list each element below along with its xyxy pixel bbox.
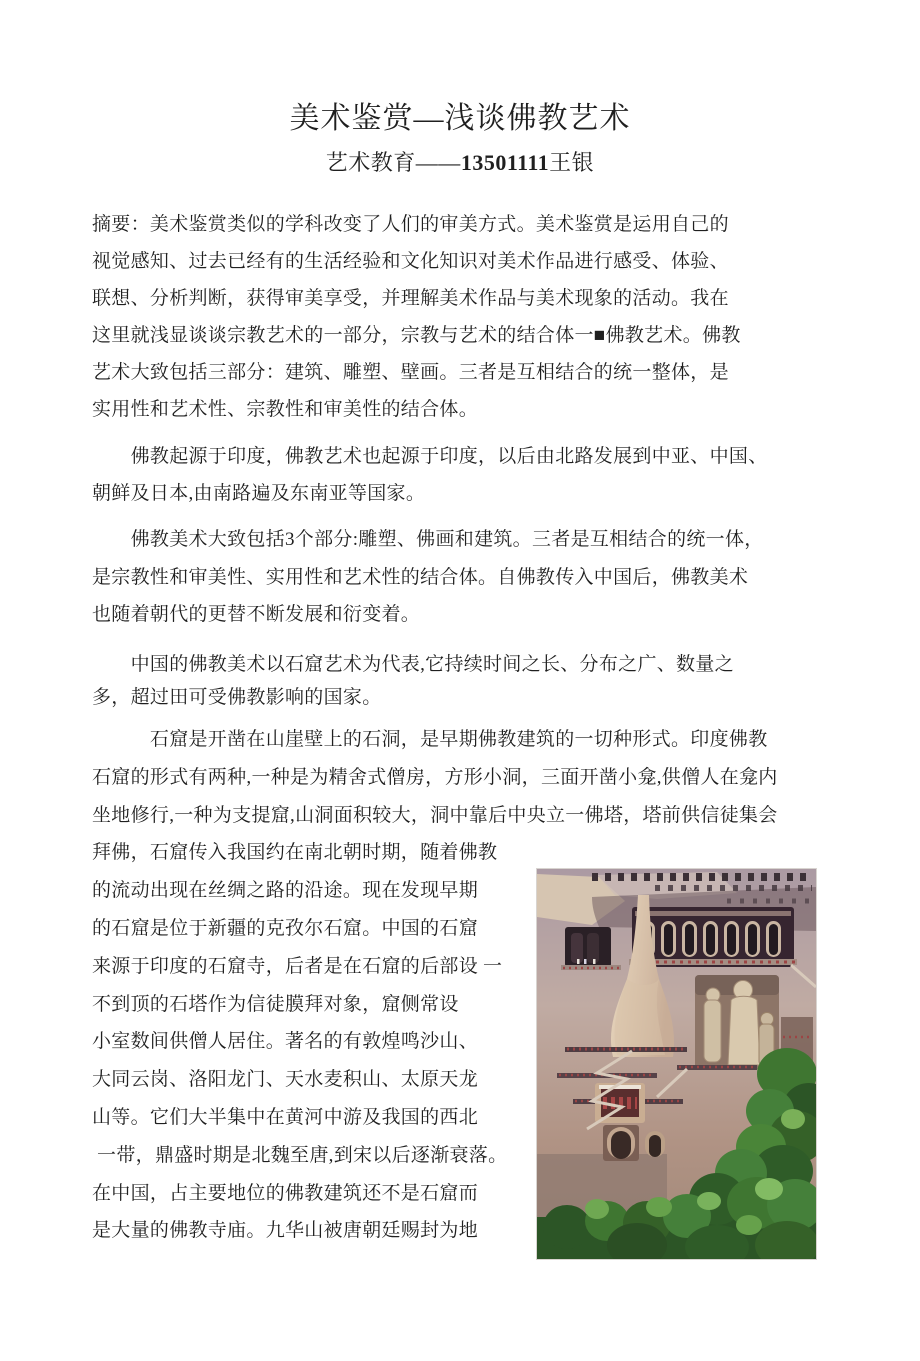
text-line: 实用性和艺术性、宗教性和审美性的结合体。	[92, 399, 479, 420]
paragraph-abstract	[92, 206, 741, 428]
paragraph-grotto-representative	[92, 648, 734, 714]
text-line: 坐地修行,一种为支提窟,山洞面积较大，洞中靠后中央立一佛塔，塔前供信徒集会	[92, 804, 778, 826]
text-line: 佛教起源于印度，佛教艺术也起源于印度，以后由北路发展到中亚、中国、	[92, 446, 768, 467]
text-line: 视觉感知、过去已经有的生活经验和文化知识对美术作品进行感受、体验、	[92, 251, 729, 272]
text-line: 一带，鼎盛时期是北魏至唐,到宋以后逐渐衰落。	[92, 1144, 508, 1166]
text-line: 多，超过田可受佛教影响的国家。	[92, 687, 382, 708]
byline-author-name: 王银	[549, 150, 595, 175]
text-line: 艺术大致包括三部分：建筑、雕塑、壁画。三者是互相结合的统一整体，是	[92, 362, 729, 383]
text-line: 联想、分析判断，获得审美享受，并理解美术作品与美术现象的活动。我在	[92, 288, 729, 309]
paragraph-origin	[92, 438, 768, 512]
text-line: 小室数间供僧人居住。著名的有敦煌鸣沙山、	[92, 1031, 479, 1053]
text-line: 大同云岗、洛阳龙门、天水麦积山、太原天龙	[92, 1069, 479, 1091]
text-line: 摘要：美术鉴赏类似的学科改变了人们的审美方式。美术鉴赏是运用自己的	[92, 214, 729, 235]
text-line: 在中国，占主要地位的佛教建筑还不是石窟而	[92, 1182, 479, 1204]
text-line: 佛教美术大致包括3个部分:雕塑、佛画和建筑。三者是互相结合的统一体，	[92, 529, 764, 550]
text-line: 拜佛，石窟传入我国约在南北朝时期，随着佛教	[92, 842, 498, 864]
byline-prefix: 艺术教育——	[325, 150, 461, 175]
paragraph-three-parts	[92, 521, 764, 634]
grottoes-photo	[536, 868, 817, 1260]
text-line: 的石窟是位于新疆的克孜尔石窟。中国的石窟	[92, 917, 479, 939]
text-line: 这里就浅显谈谈宗教艺术的一部分，宗教与艺术的结合体一■佛教艺术。佛教	[92, 325, 741, 346]
text-line: 也随着朝代的更替不断发展和衍变着。	[92, 604, 421, 625]
document-byline	[0, 148, 920, 178]
document-title: 美术鉴赏—浅谈佛教艺术	[289, 102, 631, 136]
byline-student-number: 13501111	[460, 150, 550, 175]
grottoes-photo-illustration	[537, 869, 816, 1259]
text-line: 来源于印度的石窟寺，后者是在石窟的后部设 一	[92, 955, 503, 977]
text-line: 山等。它们大半集中在黄河中游及我国的西北	[92, 1106, 479, 1128]
text-line: 石窟的形式有两种,一种是为精舍式僧房，方形小洞，三面开凿小龛,供僧人在龛内	[92, 766, 778, 788]
text-line: 中国的佛教美术以石窟艺术为代表,它持续时间之长、分布之广、数量之	[92, 654, 734, 675]
buddha-statues	[695, 975, 779, 1069]
text-line: 石窟是开凿在山崖壁上的石洞，是早期佛教建筑的一切种形式。印度佛教	[92, 729, 768, 750]
text-line: 不到顶的石塔作为信徒膜拜对象，窟侧常设	[92, 993, 459, 1015]
text-line: 是大量的佛教寺庙。九华山被唐朝廷赐封为地	[92, 1220, 479, 1242]
text-line: 的流动出现在丝绸之路的沿途。现在发现早期	[92, 880, 479, 902]
text-line: 朝鲜及日本,由南路遍及东南亚等国家。	[92, 483, 426, 504]
text-line: 是宗教性和审美性、实用性和艺术性的结合体。自佛教传入中国后，佛教美术	[92, 566, 749, 588]
